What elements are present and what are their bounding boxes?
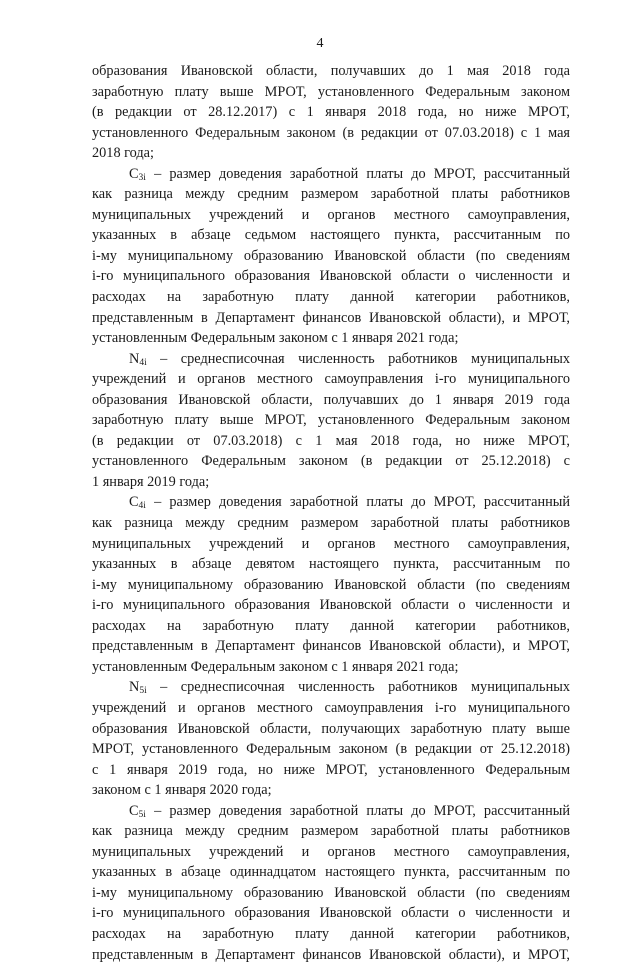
formula-subscript: 3i	[138, 172, 146, 183]
text-line	[92, 903, 570, 924]
text-line	[92, 534, 570, 555]
text-line	[92, 698, 570, 719]
line-text: i-го муниципального образования Ивановской области о численности и	[92, 597, 570, 614]
line-text: – размер доведения заработной платы до МРОТ, рассчитанный	[145, 165, 570, 182]
formula-subscript: 4i	[138, 501, 146, 512]
text-line	[92, 513, 570, 534]
text-line	[92, 390, 570, 411]
line-text: представленным в Департамент финансов Ивановской области), и МРОТ,	[92, 638, 570, 655]
line-text: образования Ивановской области, получающих заработную плату выше	[92, 720, 570, 737]
line-text: расходах на заработную плату данной категории работников,	[92, 617, 570, 634]
line-text: – размер доведения заработной платы до МРОТ, рассчитанный	[145, 494, 570, 511]
text-line	[92, 842, 570, 863]
text-line	[92, 225, 570, 246]
line-text: с 1 января 2019 года, но ниже МРОТ, установленного Федеральным	[92, 761, 570, 778]
line-text: i-му муниципальному образованию Ивановской области (по сведениям	[92, 247, 570, 264]
line-text: расходах на заработную плату данной категории работников,	[92, 289, 570, 306]
text-line	[92, 924, 570, 945]
text-line	[92, 821, 570, 842]
formula-subscript: 5i	[139, 686, 147, 697]
text-line	[92, 739, 570, 760]
line-text: заработную плату выше МРОТ, установленного Федеральным законом	[92, 412, 570, 429]
text-line	[92, 472, 570, 493]
text-line	[92, 143, 570, 164]
text-line	[92, 287, 570, 308]
line-text: как разница между средним размером заработной платы работников	[92, 515, 570, 532]
text-line	[92, 760, 570, 781]
text-line	[92, 328, 570, 349]
text-line	[92, 636, 570, 657]
line-text: образования Ивановской области, получавших до 1 мая 2018 года	[92, 63, 570, 79]
line-text: расходах на заработную плату данной категории работников,	[92, 925, 570, 942]
text-line	[92, 945, 570, 965]
formula-symbol: С	[129, 802, 139, 819]
line-text: – среднесписочная численность работников муниципальных	[146, 350, 570, 367]
line-text: представленным в Департамент финансов Ивановской области), и МРОТ,	[92, 946, 570, 963]
text-line	[92, 205, 570, 226]
text-line	[92, 595, 570, 616]
line-text: i-го муниципального образования Ивановской области о численности и	[92, 268, 570, 285]
line-text: 1 января 2019 года;	[92, 473, 210, 490]
text-line	[92, 883, 570, 904]
text-line	[92, 246, 570, 267]
line-text: i-го муниципального образования Ивановской области о численности и	[92, 905, 570, 922]
formula-symbol: С	[129, 494, 139, 511]
line-text: муниципальных учреждений и органов местного самоуправления,	[92, 206, 570, 223]
line-text: законом с 1 января 2020 года;	[92, 782, 272, 799]
page-number: 4	[316, 36, 324, 51]
line-text: установленным Федеральным законом с 1 января 2021 года;	[92, 658, 459, 675]
text-line	[92, 657, 570, 678]
line-text: установленного Федеральным законом (в редакции от 25.12.2018) с	[92, 453, 570, 470]
text-line	[92, 184, 570, 205]
line-text: i-му муниципальному образованию Ивановской области (по сведениям	[92, 884, 570, 901]
text-line	[92, 61, 570, 82]
formula-subscript: 5i	[138, 809, 146, 820]
line-text: 2018 года;	[92, 145, 155, 162]
text-line	[92, 82, 570, 103]
text-line	[92, 410, 570, 431]
text-line	[92, 431, 570, 452]
line-text: муниципальных учреждений и органов местного самоуправления,	[92, 843, 570, 860]
text-line	[92, 677, 570, 698]
line-text: – размер доведения заработной платы до МРОТ, рассчитанный	[145, 802, 570, 819]
line-text: указанных в абзаце девятом настоящего пункта, рассчитанным по	[92, 556, 570, 573]
line-text: учреждений и органов местного самоуправления i-го муниципального	[92, 699, 570, 716]
line-text: как разница между средним размером заработной платы работников	[92, 823, 570, 840]
line-text: i-му муниципальному образованию Ивановской области (по сведениям	[92, 576, 570, 593]
formula-symbol: N	[129, 679, 140, 696]
formula-subscript: 4i	[139, 357, 147, 368]
line-text: как разница между средним размером заработной платы работников	[92, 186, 570, 203]
text-line	[92, 308, 570, 329]
line-text: установленным Федеральным законом с 1 января 2021 года;	[92, 330, 459, 347]
line-text: учреждений и органов местного самоуправления i-го муниципального	[92, 371, 570, 388]
text-line	[92, 266, 570, 287]
text-line	[92, 862, 570, 883]
text-line	[92, 349, 570, 370]
line-text: указанных в абзаце седьмом настоящего пункта, рассчитанным по	[92, 227, 570, 244]
line-text: (в редакции от 07.03.2018) с 1 мая 2018 года, но ниже МРОТ,	[92, 432, 570, 449]
line-text: образования Ивановской области, получавших до 1 января 2019 года	[92, 391, 570, 408]
text-line	[92, 780, 570, 801]
line-text: заработную плату выше МРОТ, установленного Федеральным законом	[92, 83, 570, 100]
text-line	[92, 123, 570, 144]
text-line	[92, 575, 570, 596]
text-line	[92, 719, 570, 740]
text-line	[92, 554, 570, 575]
text-line	[92, 801, 570, 822]
formula-symbol: N	[129, 350, 140, 367]
line-text: представленным в Департамент финансов Ивановской области), и МРОТ,	[92, 309, 570, 326]
body-text	[92, 61, 570, 965]
text-line	[92, 102, 570, 123]
line-text: МРОТ, установленного Федеральным законом (в редакции от 25.12.2018)	[92, 741, 570, 758]
text-line	[92, 451, 570, 472]
line-text: установленного Федеральным законом (в редакции от 07.03.2018) с 1 мая	[92, 124, 570, 141]
line-text: указанных в абзаце одиннадцатом настоящего пункта, рассчитанным по	[92, 864, 570, 881]
line-text: муниципальных учреждений и органов местного самоуправления,	[92, 535, 570, 552]
line-text: (в редакции от 28.12.2017) с 1 января 2018 года, но ниже МРОТ,	[92, 104, 570, 121]
text-line	[92, 369, 570, 390]
text-line	[92, 492, 570, 513]
line-text: – среднесписочная численность работников муниципальных	[146, 679, 570, 696]
formula-symbol: С	[129, 165, 139, 182]
text-line	[92, 164, 570, 185]
text-line	[92, 616, 570, 637]
